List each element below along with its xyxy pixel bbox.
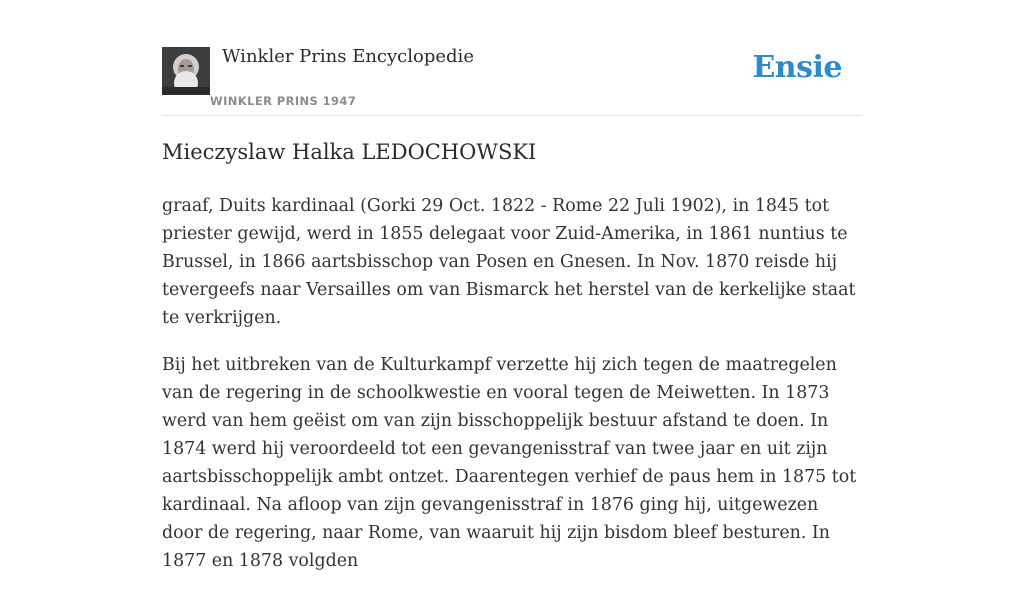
source-subtitle[interactable]: WINKLER PRINS 1947: [210, 94, 357, 108]
source-title[interactable]: Winkler Prins Encyclopedie: [222, 46, 474, 67]
article-paragraph: Bij het uitbreken van de Kulturkampf verzette hij zich tegen de maatregelen van de regering in de schoolkwestie en vooral tegen de Meiwetten. In 1873 werd van hem geëist om van zijn bisschoppelijk bestuur afstand te doen. In 1874 werd hij veroordeeld tot een gevangenisstraf van twee jaar en uit zijn aartsbisschoppelijk ambt ontzet. Daarentegen verhief de paus hem in 1875 tot kardinaal. Na afloop van zijn gevangenisstraf in 1876 ging hij, uitgewezen door de regering, naar Rome, van waaruit hij zijn bisdom bleef besturen. In 1877 en 1878 volgden: [162, 355, 857, 571]
article-paragraph: graaf, Duits kardinaal (Gorki 29 Oct. 1822 - Rome 22 Juli 1902), in 1845 tot priester gewijd, werd in 1855 delegaat voor Zuid-Amerika, in 1861 nuntius te Brussel, in 1866 aartsbisschop van Posen en Gnesen. In Nov. 1870 reisde hij tevergeefs naar Versailles om van Bismarck het herstel van de kerkelijke staat te verkrijgen.: [162, 196, 856, 328]
page-title: Mieczyslaw Halka LEDOCHOWSKI: [162, 140, 537, 164]
portrait-image: [162, 47, 210, 95]
author-avatar: [162, 47, 210, 95]
ensie-logo[interactable]: Ensie: [752, 50, 842, 85]
article-body: [162, 192, 864, 594]
header-divider: [162, 115, 862, 116]
